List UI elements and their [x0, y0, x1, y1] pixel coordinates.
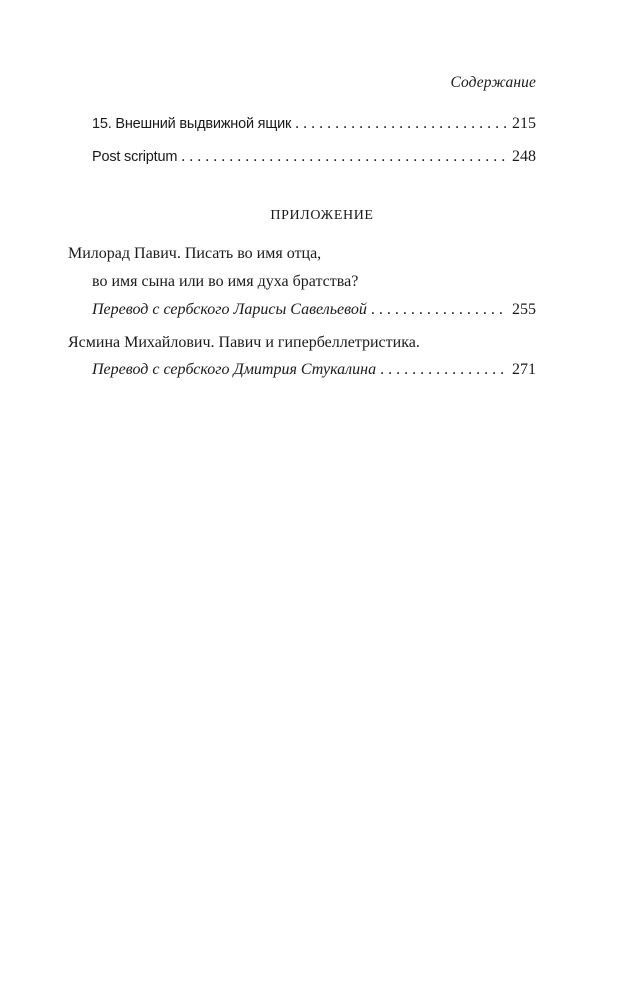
appendix-entry-translation[interactable] — [92, 360, 536, 380]
toc-entry[interactable] — [92, 114, 536, 134]
appendix-heading: ПРИЛОЖЕНИЕ — [270, 208, 374, 223]
appendix-entry-translation[interactable] — [92, 300, 536, 320]
dot-leader — [181, 147, 508, 167]
toc-entry-page: 248 — [512, 148, 536, 165]
dot-leader — [380, 360, 508, 380]
toc-entry-title: Post scriptum — [92, 149, 178, 165]
dot-leader — [371, 300, 508, 320]
appendix-entry-title[interactable]: Милорад Павич. Писать во имя отца, — [68, 245, 322, 262]
appendix-entry-title-continued[interactable]: во имя сына или во имя духа братства? — [92, 273, 359, 290]
running-head: Содержание — [450, 74, 536, 91]
toc-entry-page: 215 — [512, 115, 536, 132]
appendix-entry-title[interactable]: Ясмина Михайлович. Павич и гипербеллетристика. — [68, 334, 420, 351]
dot-leader — [295, 114, 508, 134]
toc-entry-title: 15. Внешний выдвижной ящик — [92, 116, 292, 132]
translation-credit: Перевод с сербского Ларисы Савельевой — [92, 301, 367, 318]
toc-entry-page: 271 — [512, 361, 536, 378]
toc-entry[interactable] — [92, 147, 536, 167]
translation-credit: Перевод с сербского Дмитрия Стукалина — [92, 361, 377, 378]
toc-entry-page: 255 — [512, 301, 536, 318]
